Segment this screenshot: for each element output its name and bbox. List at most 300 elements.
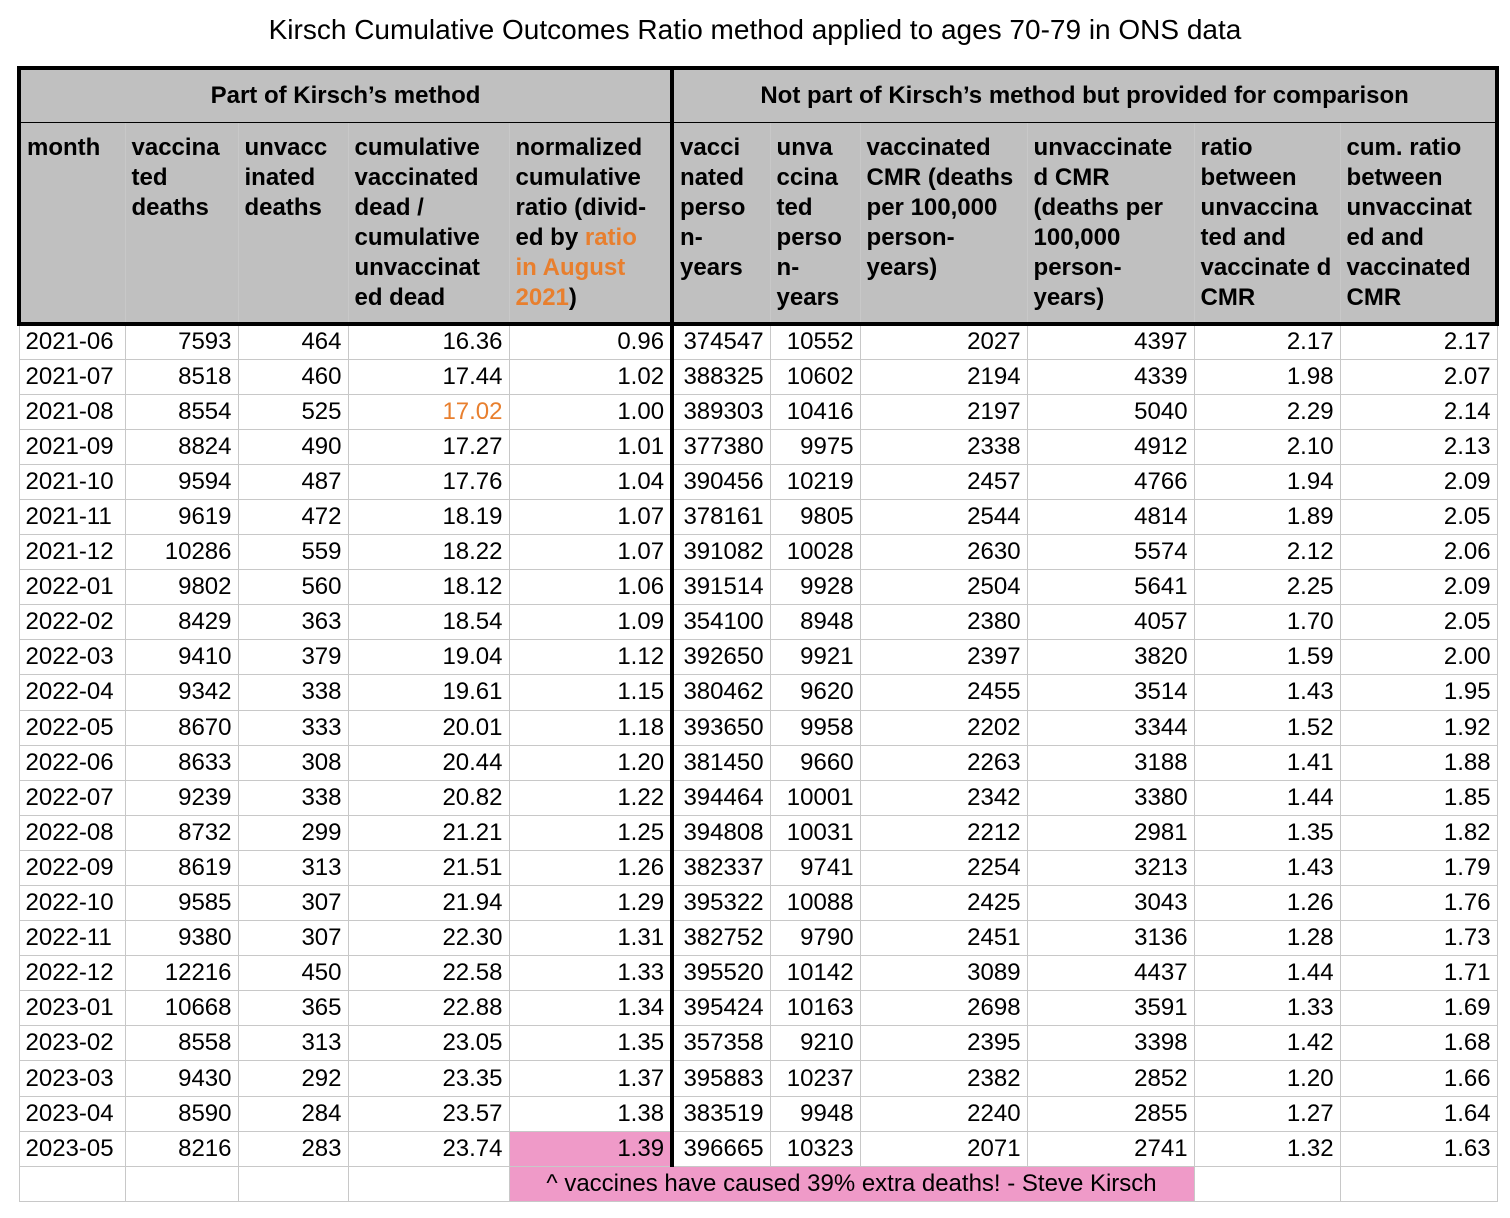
table-cell: 1.35: [509, 1026, 672, 1061]
table-cell: 9619: [125, 499, 238, 534]
table-cell: 10031: [770, 815, 860, 850]
table-cell: 1.89: [1194, 499, 1340, 534]
table-cell: 9620: [770, 675, 860, 710]
table-cell: 2397: [860, 640, 1027, 675]
table-cell: 2202: [860, 710, 1027, 745]
table-cell: 17.44: [348, 359, 509, 394]
table-cell: 2021-11: [19, 499, 125, 534]
table-cell: 10028: [770, 535, 860, 570]
table-cell: 307: [238, 921, 348, 956]
table-cell: 2382: [860, 1061, 1027, 1096]
table-cell: 2504: [860, 570, 1027, 605]
table-row: [19, 605, 1497, 640]
table-cell: 390456: [672, 464, 770, 499]
table-cell: 333: [238, 710, 348, 745]
table-cell: 0.96: [509, 324, 672, 359]
table-cell: 9948: [770, 1096, 860, 1131]
table-cell: 18.12: [348, 570, 509, 605]
table-cell: 9594: [125, 464, 238, 499]
table-cell: 9790: [770, 921, 860, 956]
table-cell: 2023-02: [19, 1026, 125, 1061]
normalized-header-text: normalized cumulative ratio (divid- ed by: [515, 133, 647, 251]
table-cell: 1.06: [509, 570, 672, 605]
table-cell: 2021-12: [19, 535, 125, 570]
table-cell: 4766: [1027, 464, 1194, 499]
empty-cell: [1340, 1166, 1497, 1201]
table-cell: 9430: [125, 1061, 238, 1096]
table-row: [19, 815, 1497, 850]
table-cell: 8633: [125, 745, 238, 780]
table-cell: 2.25: [1194, 570, 1340, 605]
table-cell: 392650: [672, 640, 770, 675]
empty-cell: [125, 1166, 238, 1201]
table-cell: 2212: [860, 815, 1027, 850]
table-cell: 9805: [770, 499, 860, 534]
table-row: [19, 324, 1497, 359]
table-cell: 8670: [125, 710, 238, 745]
table-cell: 4057: [1027, 605, 1194, 640]
table-row: [19, 640, 1497, 675]
table-cell: 2254: [860, 850, 1027, 885]
table-cell: 1.29: [509, 886, 672, 921]
table-cell: 1.79: [1340, 850, 1497, 885]
table-cell: 2.09: [1340, 464, 1497, 499]
table-cell: 18.54: [348, 605, 509, 640]
table-cell: 1.44: [1194, 956, 1340, 991]
table-cell: 313: [238, 1026, 348, 1061]
empty-cell: [348, 1166, 509, 1201]
table-cell: 23.74: [348, 1131, 509, 1166]
table-cell: 4397: [1027, 324, 1194, 359]
table-cell: 2.17: [1194, 324, 1340, 359]
table-cell: 8554: [125, 394, 238, 429]
table-cell: 2022-07: [19, 780, 125, 815]
table-cell: 1.85: [1340, 780, 1497, 815]
table-cell: 2021-10: [19, 464, 125, 499]
empty-cell: [1194, 1166, 1340, 1201]
table-cell: 9380: [125, 921, 238, 956]
table-cell: 9660: [770, 745, 860, 780]
table-cell: 1.22: [509, 780, 672, 815]
table-cell: 1.82: [1340, 815, 1497, 850]
table-cell: 450: [238, 956, 348, 991]
table-cell: 1.37: [509, 1061, 672, 1096]
table-row: [19, 780, 1497, 815]
empty-cell: [238, 1166, 348, 1201]
table-cell: 22.58: [348, 956, 509, 991]
table-cell: 1.42: [1194, 1026, 1340, 1061]
table-cell: 17.76: [348, 464, 509, 499]
table-cell: 10237: [770, 1061, 860, 1096]
table-cell: 1.33: [1194, 991, 1340, 1026]
table-row: [19, 991, 1497, 1026]
table-cell: 460: [238, 359, 348, 394]
table-cell: 1.07: [509, 499, 672, 534]
table-cell: 2023-03: [19, 1061, 125, 1096]
table-cell: 1.64: [1340, 1096, 1497, 1131]
table-cell: 2023-05: [19, 1131, 125, 1166]
table-cell: 391082: [672, 535, 770, 570]
table-cell: 1.20: [509, 745, 672, 780]
table-cell: 1.26: [1194, 886, 1340, 921]
table-row: [19, 745, 1497, 780]
table-cell: 313: [238, 850, 348, 885]
table-cell: 2630: [860, 535, 1027, 570]
table-cell: 1.66: [1340, 1061, 1497, 1096]
table-cell: 393650: [672, 710, 770, 745]
table-cell: 2741: [1027, 1131, 1194, 1166]
table-cell: 23.05: [348, 1026, 509, 1061]
table-cell: 2338: [860, 429, 1027, 464]
table-cell: 1.00: [509, 394, 672, 429]
table-cell: 395520: [672, 956, 770, 991]
table-cell: 1.59: [1194, 640, 1340, 675]
table-cell: 20.01: [348, 710, 509, 745]
table-cell: 23.35: [348, 1061, 509, 1096]
table-cell: 1.26: [509, 850, 672, 885]
table-cell: 2022-04: [19, 675, 125, 710]
table-cell: 2.06: [1340, 535, 1497, 570]
table-title: Kirsch Cumulative Outcomes Ratio method applied to ages 70-79 in ONS data: [268, 14, 1242, 45]
table-cell: 2.14: [1340, 394, 1497, 429]
table-cell: 2852: [1027, 1061, 1194, 1096]
table-cell: 2021-09: [19, 429, 125, 464]
table-cell: 283: [238, 1131, 348, 1166]
table-cell: 365: [238, 991, 348, 1026]
table-cell: 490: [238, 429, 348, 464]
table-cell: 378161: [672, 499, 770, 534]
col-header-cmr-ratio: ratio between unvaccina ted and vaccinate d CMR: [1194, 122, 1340, 324]
table-cell: 16.36: [348, 324, 509, 359]
table-cell: 10286: [125, 535, 238, 570]
table-row: [19, 535, 1497, 570]
table-cell: 21.21: [348, 815, 509, 850]
table-cell: 4437: [1027, 956, 1194, 991]
table-cell: 9958: [770, 710, 860, 745]
table-cell: 9585: [125, 886, 238, 921]
table-cell: 1.32: [1194, 1131, 1340, 1166]
table-cell: 2.12: [1194, 535, 1340, 570]
table-cell: 10602: [770, 359, 860, 394]
table-cell: 2023-01: [19, 991, 125, 1026]
table-cell: 3136: [1027, 921, 1194, 956]
table-cell: 20.82: [348, 780, 509, 815]
normalized-header-highlight: ratio in August 2021: [515, 223, 637, 311]
table-cell: 9741: [770, 850, 860, 885]
table-cell: 4339: [1027, 359, 1194, 394]
normalized-header-close: ): [568, 283, 577, 311]
table-cell: 1.33: [509, 956, 672, 991]
table-cell: 7593: [125, 324, 238, 359]
table-row: [19, 1026, 1497, 1061]
table-cell: 1.43: [1194, 675, 1340, 710]
table-cell: 1.31: [509, 921, 672, 956]
table-cell: 2.10: [1194, 429, 1340, 464]
table-cell: 10552: [770, 324, 860, 359]
table-cell: 3344: [1027, 710, 1194, 745]
table-cell: 1.02: [509, 359, 672, 394]
table-cell: 2.09: [1340, 570, 1497, 605]
table-cell: 8619: [125, 850, 238, 885]
table-cell: 395883: [672, 1061, 770, 1096]
table-cell: 3188: [1027, 745, 1194, 780]
table-cell: 10001: [770, 780, 860, 815]
table-cell: 2.05: [1340, 605, 1497, 640]
col-header-vaccinated-person-years: vacci nated perso n- years: [672, 122, 770, 324]
table-cell: 2451: [860, 921, 1027, 956]
table-cell: 2395: [860, 1026, 1027, 1061]
table-cell: 487: [238, 464, 348, 499]
col-header-unvaccinated-deaths: unvacc inated deaths: [238, 122, 348, 324]
data-table: [17, 66, 1499, 1202]
table-row: [19, 570, 1497, 605]
table-cell: 3514: [1027, 675, 1194, 710]
table-cell: 22.30: [348, 921, 509, 956]
table-cell: 3043: [1027, 886, 1194, 921]
table-cell: 388325: [672, 359, 770, 394]
group-header-kirsch: Part of Kirsch’s method: [19, 68, 672, 122]
table-cell: 377380: [672, 429, 770, 464]
table-cell: 10163: [770, 991, 860, 1026]
table-cell: 472: [238, 499, 348, 534]
table-body: [19, 324, 1497, 1201]
table-cell: 2194: [860, 359, 1027, 394]
table-cell: 2.05: [1340, 499, 1497, 534]
table-cell: 8216: [125, 1131, 238, 1166]
table-cell: 1.18: [509, 710, 672, 745]
table-row: [19, 675, 1497, 710]
table-cell: 2342: [860, 780, 1027, 815]
table-cell: 1.38: [509, 1096, 672, 1131]
table-cell: 1.39: [509, 1131, 672, 1166]
table-row: [19, 710, 1497, 745]
table-cell: 3380: [1027, 780, 1194, 815]
col-header-unvaccinated-person-years: unva ccina ted perso n- years: [770, 122, 860, 324]
table-cell: 9342: [125, 675, 238, 710]
table-cell: 17.02: [348, 394, 509, 429]
table-cell: 2022-11: [19, 921, 125, 956]
table-cell: 18.19: [348, 499, 509, 534]
col-header-normalized-ratio: [509, 122, 672, 324]
table-cell: 363: [238, 605, 348, 640]
col-header-unvaccinated-cmr: unvaccinate d CMR (deaths per 100,000 person- years): [1027, 122, 1194, 324]
table-cell: 1.12: [509, 640, 672, 675]
table-row: [19, 1061, 1497, 1096]
table-cell: 8558: [125, 1026, 238, 1061]
table-cell: 382752: [672, 921, 770, 956]
footnote-row: [19, 1166, 1497, 1201]
table-cell: 1.01: [509, 429, 672, 464]
table-row: [19, 429, 1497, 464]
table-cell: 2022-02: [19, 605, 125, 640]
table-cell: 4912: [1027, 429, 1194, 464]
table-cell: 19.61: [348, 675, 509, 710]
table-row: [19, 1131, 1497, 1166]
table-cell: 23.57: [348, 1096, 509, 1131]
table-cell: 10142: [770, 956, 860, 991]
table-cell: 10219: [770, 464, 860, 499]
table-cell: 354100: [672, 605, 770, 640]
table-row: [19, 394, 1497, 429]
table-cell: 2021-07: [19, 359, 125, 394]
table-cell: 1.35: [1194, 815, 1340, 850]
table-cell: 8518: [125, 359, 238, 394]
table-row: [19, 850, 1497, 885]
table-cell: 394464: [672, 780, 770, 815]
table-cell: 21.51: [348, 850, 509, 885]
table-cell: 395424: [672, 991, 770, 1026]
table-cell: 396665: [672, 1131, 770, 1166]
table-cell: 2.29: [1194, 394, 1340, 429]
table-cell: 2022-06: [19, 745, 125, 780]
table-cell: 2022-08: [19, 815, 125, 850]
table-cell: 383519: [672, 1096, 770, 1131]
table-cell: 9210: [770, 1026, 860, 1061]
table-cell: 391514: [672, 570, 770, 605]
table-row: [19, 1096, 1497, 1131]
table-cell: 2022-12: [19, 956, 125, 991]
table-cell: 1.94: [1194, 464, 1340, 499]
table-cell: 17.27: [348, 429, 509, 464]
col-header-cumulative-cmr-ratio: cum. ratio between unvaccinat ed and vaccinated CMR: [1340, 122, 1497, 324]
table-cell: 2855: [1027, 1096, 1194, 1131]
table-cell: 2022-05: [19, 710, 125, 745]
col-header-month: month: [19, 122, 125, 324]
table-cell: 1.95: [1340, 675, 1497, 710]
col-header-vaccinated-deaths: vaccina ted deaths: [125, 122, 238, 324]
table-cell: 1.73: [1340, 921, 1497, 956]
table-cell: 2071: [860, 1131, 1027, 1166]
table-cell: 2.13: [1340, 429, 1497, 464]
table-cell: 380462: [672, 675, 770, 710]
table-cell: 464: [238, 324, 348, 359]
table-cell: 2022-01: [19, 570, 125, 605]
table-cell: 8824: [125, 429, 238, 464]
table-cell: 1.44: [1194, 780, 1340, 815]
table-cell: 338: [238, 780, 348, 815]
table-cell: 1.88: [1340, 745, 1497, 780]
table-cell: 374547: [672, 324, 770, 359]
table-cell: 1.70: [1194, 605, 1340, 640]
table-cell: 9975: [770, 429, 860, 464]
table-row: [19, 464, 1497, 499]
table-cell: 382337: [672, 850, 770, 885]
table-cell: 1.09: [509, 605, 672, 640]
table-cell: 22.88: [348, 991, 509, 1026]
table-cell: 2022-03: [19, 640, 125, 675]
table-cell: 525: [238, 394, 348, 429]
table-cell: 1.43: [1194, 850, 1340, 885]
table-cell: 8948: [770, 605, 860, 640]
table-cell: 10323: [770, 1131, 860, 1166]
table-cell: 1.68: [1340, 1026, 1497, 1061]
group-header-comparison: Not part of Kirsch’s method but provided for comparison: [672, 68, 1497, 122]
table-row: [19, 886, 1497, 921]
table-cell: 1.20: [1194, 1061, 1340, 1096]
table-cell: 1.98: [1194, 359, 1340, 394]
table-cell: 1.27: [1194, 1096, 1340, 1131]
table-cell: 2263: [860, 745, 1027, 780]
table-cell: 3591: [1027, 991, 1194, 1026]
table-cell: 3213: [1027, 850, 1194, 885]
table-row: [19, 499, 1497, 534]
table-cell: 18.22: [348, 535, 509, 570]
table-cell: 338: [238, 675, 348, 710]
table-cell: 2544: [860, 499, 1027, 534]
empty-cell: [19, 1166, 125, 1201]
table-cell: 1.71: [1340, 956, 1497, 991]
table-cell: 8590: [125, 1096, 238, 1131]
table-cell: 1.04: [509, 464, 672, 499]
table-cell: 9921: [770, 640, 860, 675]
table-cell: 394808: [672, 815, 770, 850]
table-cell: 2.17: [1340, 324, 1497, 359]
table-cell: 2455: [860, 675, 1027, 710]
table-cell: 5574: [1027, 535, 1194, 570]
table-cell: 10416: [770, 394, 860, 429]
table-cell: 381450: [672, 745, 770, 780]
table-cell: 1.15: [509, 675, 672, 710]
table-cell: 2.00: [1340, 640, 1497, 675]
table-cell: 2197: [860, 394, 1027, 429]
table-cell: 2981: [1027, 815, 1194, 850]
table-cell: 1.92: [1340, 710, 1497, 745]
table-cell: 559: [238, 535, 348, 570]
table-cell: 8429: [125, 605, 238, 640]
table-cell: 2425: [860, 886, 1027, 921]
table-cell: 2023-04: [19, 1096, 125, 1131]
table-cell: 1.25: [509, 815, 672, 850]
table-cell: 1.34: [509, 991, 672, 1026]
table-cell: 308: [238, 745, 348, 780]
table-cell: 10668: [125, 991, 238, 1026]
table-cell: 1.52: [1194, 710, 1340, 745]
table-cell: 9239: [125, 780, 238, 815]
table-cell: 4814: [1027, 499, 1194, 534]
table-cell: 2022-10: [19, 886, 125, 921]
footnote-cell: ^ vaccines have caused 39% extra deaths! - Steve Kirsch: [509, 1166, 1194, 1201]
table-cell: 1.41: [1194, 745, 1340, 780]
table-cell: 2457: [860, 464, 1027, 499]
table-cell: 560: [238, 570, 348, 605]
table-cell: 21.94: [348, 886, 509, 921]
table-cell: 3089: [860, 956, 1027, 991]
table-cell: 9410: [125, 640, 238, 675]
table-cell: 284: [238, 1096, 348, 1131]
table-cell: 2698: [860, 991, 1027, 1026]
table-cell: 20.44: [348, 745, 509, 780]
table-cell: 379: [238, 640, 348, 675]
table-row: [19, 921, 1497, 956]
table-row: [19, 359, 1497, 394]
table-cell: 5641: [1027, 570, 1194, 605]
col-header-cumulative-ratio: cumulative vaccinated dead / cumulative unvaccinat ed dead: [348, 122, 509, 324]
table-cell: 2.07: [1340, 359, 1497, 394]
table-cell: 357358: [672, 1026, 770, 1061]
table-cell: 3820: [1027, 640, 1194, 675]
table-cell: 2021-08: [19, 394, 125, 429]
table-cell: 299: [238, 815, 348, 850]
table-cell: 12216: [125, 956, 238, 991]
table-cell: 2021-06: [19, 324, 125, 359]
table-cell: 19.04: [348, 640, 509, 675]
table-cell: 3398: [1027, 1026, 1194, 1061]
table-cell: 1.76: [1340, 886, 1497, 921]
table-cell: 8732: [125, 815, 238, 850]
table-cell: 5040: [1027, 394, 1194, 429]
table-cell: 9928: [770, 570, 860, 605]
table-cell: 292: [238, 1061, 348, 1096]
